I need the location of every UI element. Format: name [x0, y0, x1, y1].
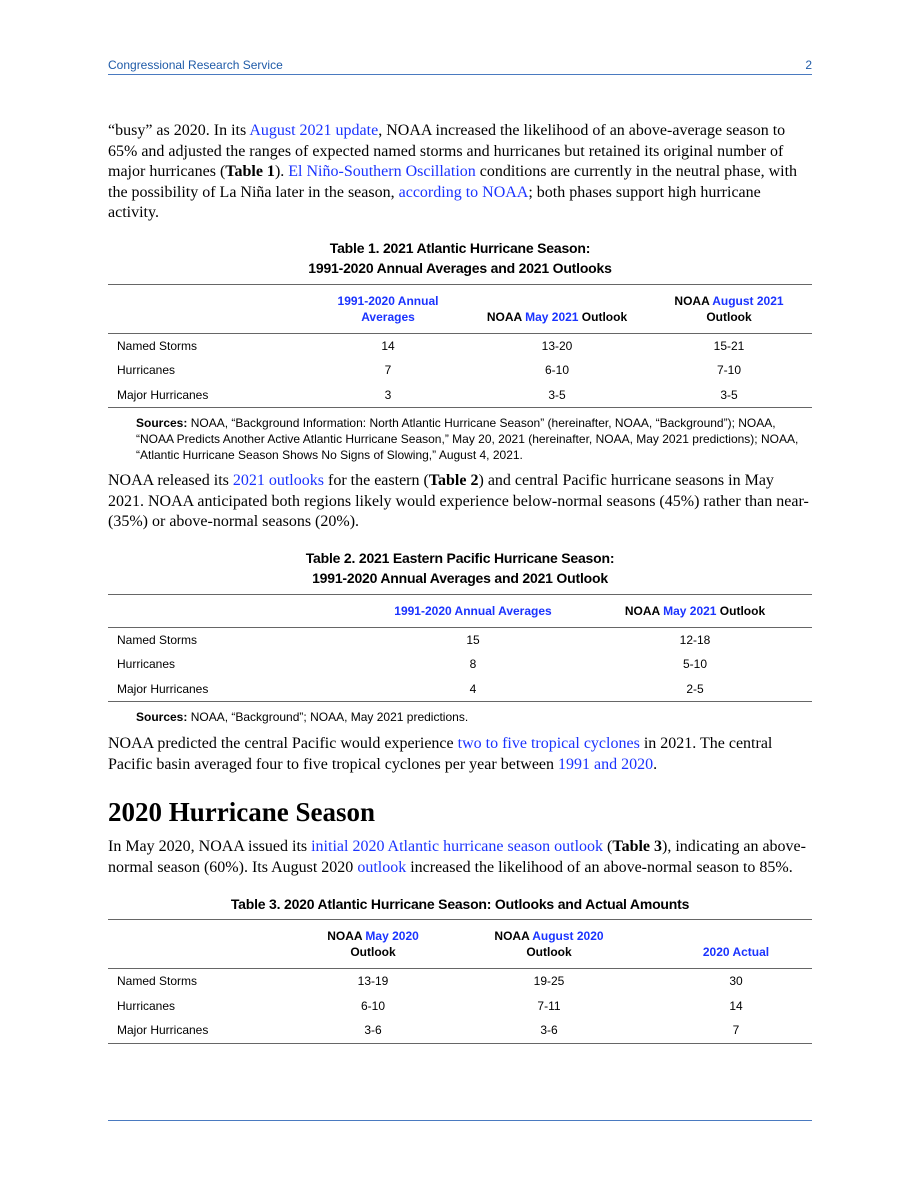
link-initial-2020-outlook[interactable]: initial 2020 Atlantic hurricane season outlook [311, 838, 604, 855]
text: . [653, 755, 658, 773]
cell: 6-10 [360, 998, 386, 1013]
link-outlook[interactable]: outlook [357, 858, 407, 876]
cell: 3-6 [364, 1023, 382, 1038]
table1-caption [108, 238, 812, 278]
cell: 3-6 [540, 1023, 558, 1038]
caption-line: 1991-2020 Annual Averages and 2021 Outlooks [308, 259, 612, 276]
text: NOAA predicted the central Pacific would experience [108, 735, 458, 752]
cell: 30 [729, 974, 743, 989]
header-org-name: Congressional Research Service [108, 58, 283, 72]
text: , NOAA increased the likelihood of an above-average season to 65% and adjusted the ranges of expected named storms and hurricanes but retained its original number of major hurricanes ( [108, 122, 786, 180]
text: In May 2020, NOAA issued its [108, 838, 312, 855]
text: ; both phases support high hurricane activity. [108, 183, 761, 221]
header-text: Outlook [716, 603, 766, 618]
paragraph-pacific-2021-outlooks [108, 471, 812, 533]
cell: 3-5 [548, 387, 566, 402]
table-row [108, 383, 812, 408]
cell: 5-10 [682, 657, 708, 672]
header-text: NOAA [624, 603, 664, 618]
page-header [108, 58, 812, 75]
cell: 7 [384, 363, 392, 378]
cell: 7-11 [537, 998, 561, 1013]
table1-header-blank [108, 284, 308, 333]
paragraph-2020-outlook [108, 837, 812, 878]
cell: 13-20 [541, 338, 573, 353]
cell: 15-21 [713, 338, 745, 353]
header-text: NOAA [494, 929, 533, 943]
link-may-2020[interactable]: May 2020 [365, 929, 419, 943]
link-enso[interactable]: El Niño-Southern Oscillation [288, 163, 476, 180]
table2-header-annual-averages[interactable]: 1991-2020 Annual Averages [394, 603, 552, 618]
table2-sources [108, 709, 812, 725]
link-august-2021[interactable]: August 2021 [712, 293, 784, 308]
link-1991-and-2020[interactable]: 1991 and 2020 [558, 755, 654, 773]
row-label: Hurricanes [117, 657, 176, 672]
text: “busy” as 2020. In its [108, 122, 250, 139]
table3-header-august-2020 [438, 920, 660, 969]
table2-header-blank [108, 594, 368, 627]
header-text: 1991-2020 Annual Averages [337, 293, 439, 324]
caption-line: Table 1. 2021 Atlantic Hurricane Season: [329, 239, 591, 256]
text: ). [274, 163, 289, 180]
caption-line: Table 2. 2021 Eastern Pacific Hurricane Season: [305, 549, 615, 566]
cell: 4 [469, 681, 477, 696]
text: NOAA released its [108, 472, 233, 489]
page-number: 2 [805, 58, 812, 72]
sources-text: NOAA, “Background Information: North Atlantic Hurricane Season” (hereinafter, NOAA, “Background”); NOAA, “NOAA Predicts Another Active Atlantic Hurricane Season,” May 20, 2021 (hereinafter, NOAA, May 2021 predictions); NOAA, “Atlantic Hurricane Season Shows No Signs of Slowing,” August 4, 2021. [136, 416, 799, 462]
text: conditions are currently in the neutral phase, with the possibility of La Niña later in the season, [108, 163, 798, 201]
link-according-to-noaa[interactable]: according to NOAA [398, 183, 529, 201]
header-text: Outlook [578, 309, 628, 324]
cell: 19-25 [533, 974, 565, 989]
cell: 12-18 [679, 632, 711, 647]
table2-caption [108, 548, 812, 588]
link-two-to-five-tropical-cyclones[interactable]: two to five tropical cyclones [457, 735, 640, 752]
link-august-2020[interactable]: August 2020 [532, 929, 604, 943]
link-may-2021[interactable]: May 2021 [525, 309, 579, 324]
paragraph-central-pacific [108, 734, 812, 775]
table1-header-may-2021 [468, 284, 646, 333]
link-2021-outlooks[interactable]: 2021 outlooks [232, 472, 324, 489]
row-label: Hurricanes [117, 363, 176, 378]
cell: 14 [381, 338, 395, 353]
text: for the eastern ( [323, 472, 429, 489]
footer-rule [108, 1120, 812, 1121]
cell: 7 [732, 1023, 740, 1038]
table3-caption: Table 3. 2020 Atlantic Hurricane Season: Outlooks and Actual Amounts [230, 896, 690, 912]
table1-header-annual-averages[interactable] [308, 284, 468, 333]
section-heading-2020-hurricane-season: 2020 Hurricane Season [108, 797, 375, 827]
header-text: NOAA [486, 309, 526, 324]
text: ( [603, 838, 613, 855]
cell: 2-5 [686, 681, 704, 696]
row-label: Major Hurricanes [117, 387, 209, 402]
cell: 6-10 [544, 363, 570, 378]
table-row [108, 969, 812, 994]
table2-eastern-pacific-2021 [108, 594, 812, 703]
cell: 3 [384, 387, 392, 402]
table3-header-blank [108, 920, 308, 969]
row-label: Major Hurricanes [117, 1023, 209, 1038]
table3-atlantic-2020 [108, 919, 812, 1044]
table-row [108, 994, 812, 1019]
table2-header-may-2021 [578, 594, 812, 627]
text: ) and central Pacific hurricane seasons in May 2021. NOAA anticipated both regions likely would experience below-normal seasons (45%) rather than near- (35%) or above-normal seasons (20%). [108, 472, 809, 530]
table-reference: Table 3 [612, 838, 663, 855]
table1-header-august-2021 [646, 284, 812, 333]
row-label: Named Storms [117, 338, 198, 353]
table1-atlantic-2021 [108, 284, 812, 409]
text: in 2021. The central Pacific basin averaged four to five tropical cyclones per year between [108, 735, 773, 773]
link-may-2021[interactable]: May 2021 [663, 603, 717, 618]
text: ), indicating an above-normal season (60%). Its August 2020 [108, 838, 806, 876]
table-row [108, 358, 812, 383]
header-text: NOAA [674, 293, 713, 308]
table-reference: Table 2 [428, 472, 479, 489]
paragraph-atlantic-2021-update [108, 121, 812, 224]
header-text: NOAA [327, 929, 366, 943]
table-reference: Table 1 [225, 163, 275, 180]
row-label: Named Storms [117, 974, 198, 989]
header-text: Outlook [350, 945, 396, 959]
sources-text: NOAA, “Background”; NOAA, May 2021 predictions. [187, 710, 469, 724]
table-row [108, 652, 812, 677]
cell: 15 [466, 632, 480, 647]
table1-sources [108, 415, 812, 463]
sources-label: Sources: [136, 710, 188, 724]
sources-label: Sources: [136, 416, 188, 430]
table-row [108, 333, 812, 358]
cell: 8 [469, 657, 477, 672]
table3-header-2020-actual[interactable]: 2020 Actual [702, 945, 770, 959]
row-label: Named Storms [117, 632, 198, 647]
header-text: Outlook [706, 309, 752, 324]
caption-line: 1991-2020 Annual Averages and 2021 Outlook [312, 569, 608, 586]
cell: 7-10 [716, 363, 742, 378]
cell: 14 [729, 998, 743, 1013]
page-content [108, 121, 812, 1044]
table-row [108, 1018, 812, 1043]
link-august-2021-update[interactable]: August 2021 update [249, 122, 379, 139]
table3-header-may-2020 [308, 920, 438, 969]
cell: 13-19 [357, 974, 389, 989]
table-row [108, 627, 812, 652]
row-label: Hurricanes [117, 998, 176, 1013]
row-label: Major Hurricanes [117, 681, 209, 696]
table-row [108, 677, 812, 702]
cell: 3-5 [720, 387, 738, 402]
text: increased the likelihood of an above-normal season to 85%. [406, 858, 793, 876]
header-text: Outlook [526, 945, 572, 959]
